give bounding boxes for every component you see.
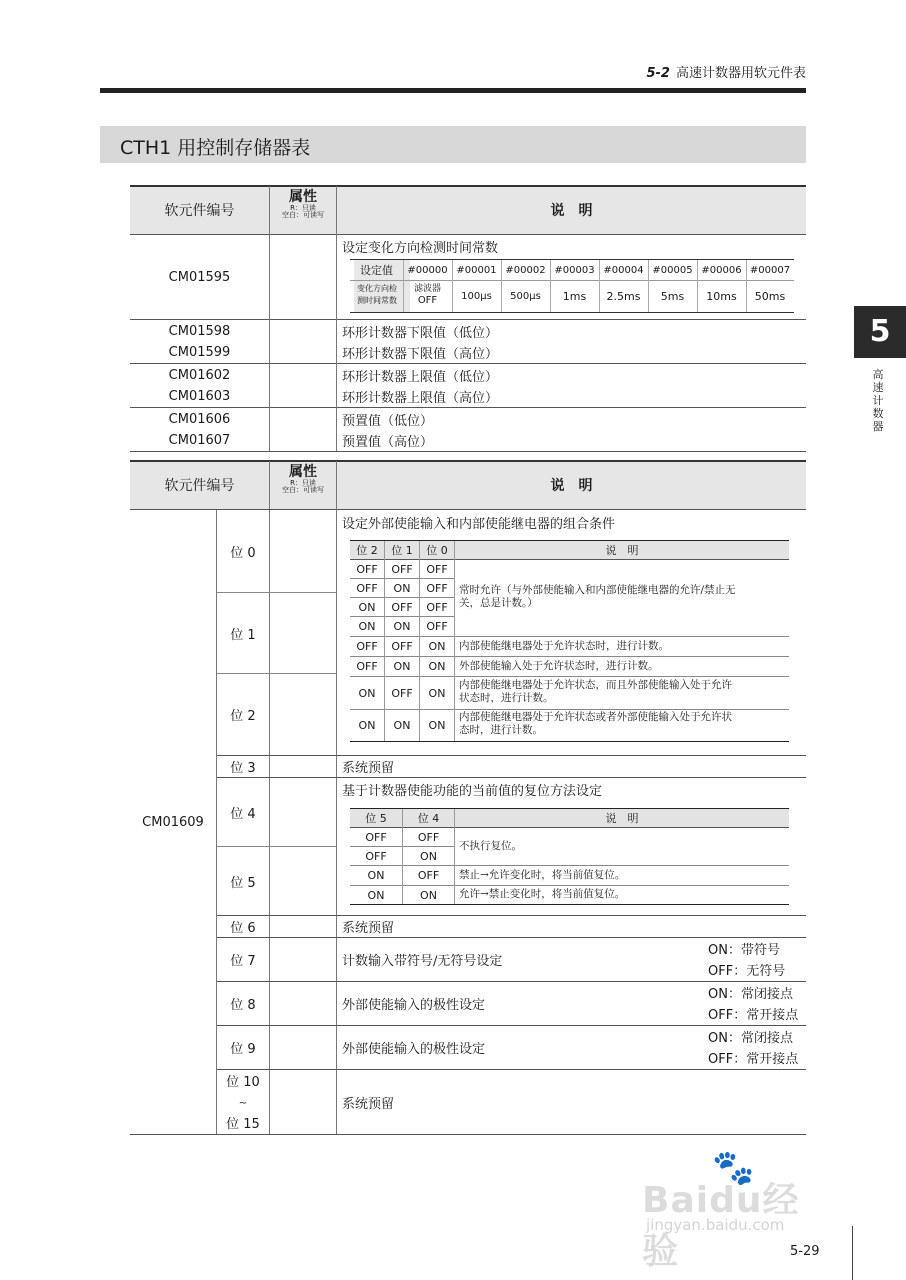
bit3-desc: 系统预留: [342, 761, 395, 776]
sub1-desc-8: 内部使能继电器处于允许状态或者外部使能输入处于允许状 态时，进行计数。: [459, 711, 732, 737]
bit8-values: ON：常闭接点 OFF：常开接点: [708, 987, 799, 1023]
sub1-r5-b2: OFF: [356, 640, 378, 653]
desc-cm01607: 预置值（高位）: [342, 435, 434, 450]
time-6: 10ms: [706, 289, 737, 303]
desc-cm01602: 环形计数器上限值（低位）: [342, 369, 499, 385]
setting-1: #00001: [456, 264, 497, 276]
sub2-desc-no-reset: 不执行复位。: [459, 839, 522, 852]
sub2-r1-b5: OFF: [365, 830, 387, 844]
desc-cm01603: 环形计数器上限值（高位）: [342, 391, 499, 406]
sub2-r2-b5: OFF: [365, 849, 387, 863]
sub1-r8-b0: ON: [428, 719, 446, 732]
sub2-r4-b4: ON: [420, 888, 437, 902]
time-7: 50ms: [754, 289, 786, 303]
time-5: 5ms: [660, 289, 685, 303]
time-constant-label: 变化方向检 测时间常数: [357, 284, 397, 305]
sub1-h-bit0: 位 0: [426, 544, 448, 557]
bit6-desc: 系统预留: [342, 921, 395, 936]
bit-1: 位 1: [230, 627, 256, 643]
bit-6: 位 6: [230, 921, 256, 936]
device-cm01603: CM01603: [168, 389, 231, 404]
setting-7: #00007: [749, 264, 791, 276]
chapter-tab[interactable]: 5: [854, 306, 906, 358]
desc-cm01606: 预置值（低位）: [342, 413, 434, 429]
sub1-desc-always: 常时允许（与外部使能输入和内部使能继电器的允许/禁止无 关，总是计数。）: [459, 584, 736, 610]
running-header: [646, 62, 806, 81]
sub1-desc-7: 内部使能继电器处于允许状态，而且外部使能输入处于允许 状态时，进行计数。: [459, 679, 732, 705]
sub1-r8-b1: ON: [393, 719, 411, 732]
setting-2: #00002: [505, 264, 546, 276]
sub1-h-bit1: 位 1: [391, 544, 413, 557]
sub1-r1-b2: OFF: [356, 562, 378, 576]
t2-col-attr-header: 属性 R：只读 空白：可读写: [282, 464, 324, 495]
device-cm01602: CM01602: [168, 367, 231, 383]
time-4: 2.5ms: [606, 289, 641, 303]
col-desc-header: 说 明: [550, 203, 593, 219]
sub1-r5-b1: OFF: [391, 640, 413, 653]
device-cm01595: CM01595: [168, 269, 231, 285]
bit-7: 位 7: [230, 954, 256, 969]
bit45-desc: 基于计数器使能功能的当前值的复位方法设定: [342, 784, 603, 799]
sub1-desc-6: 外部使能输入处于允许状态时，进行计数。: [459, 659, 659, 672]
sub1-r3-b0: OFF: [426, 600, 448, 614]
sub2-r3-b4: OFF: [417, 869, 440, 882]
page-edge-line: [852, 1226, 853, 1280]
sub1-r6-b1: ON: [393, 660, 411, 673]
chapter-tab-label: 高速计数器: [872, 368, 884, 433]
device-cm01599: CM01599: [168, 345, 231, 360]
sub2-r2-b4: ON: [420, 849, 437, 863]
bit02-desc: 设定外部使能输入和内部使能继电器的组合条件: [342, 517, 616, 532]
sub1-r4-b0: OFF: [426, 620, 448, 633]
bit9-values: ON：常闭接点 OFF：常开接点: [708, 1031, 799, 1067]
col-attr-header: [270, 190, 336, 219]
cm01595-desc: 设定变化方向检测时间常数: [342, 241, 499, 256]
device-cm01598: CM01598: [168, 323, 231, 339]
filter-off-cell: 滤波器 OFF: [413, 284, 441, 306]
header-rule: [100, 88, 806, 93]
sub1-h-desc: 说 明: [605, 544, 639, 557]
sub1-desc-5: 内部使能继电器处于允许状态时，进行计数。: [459, 639, 669, 652]
sub2-r1-b4: OFF: [417, 830, 440, 844]
sub1-r8-b2: ON: [358, 719, 376, 732]
section-number: 5-2: [646, 66, 670, 81]
bit-5: 位 5: [230, 875, 256, 891]
watermark-brand: Baidu经验: [642, 1180, 800, 1272]
time-2: 500μs: [510, 290, 541, 302]
page-number: 5-29: [790, 1244, 820, 1259]
sub1-r5-b0: ON: [428, 640, 446, 653]
sub1-r2-b2: OFF: [356, 581, 378, 595]
sub1-r4-b1: ON: [393, 620, 411, 633]
sub1-r1-b0: OFF: [426, 562, 448, 576]
bit-3: 位 3: [230, 761, 256, 776]
sub2-r3-b5: ON: [367, 869, 385, 882]
bit-2: 位 2: [230, 709, 256, 724]
sub1-r2-b0: OFF: [426, 581, 448, 595]
sub1-h-bit2: 位 2: [356, 544, 378, 557]
sub2-h-bit5: 位 5: [365, 812, 387, 825]
sub1-r3-b2: ON: [358, 600, 376, 614]
desc-cm01599: 环形计数器下限值（高位）: [342, 347, 499, 362]
bit9-desc: 外部使能输入的极性设定: [342, 1042, 486, 1057]
attr-blank-note: 空白：可读写: [282, 211, 324, 220]
attr-title: 属性: [289, 189, 317, 205]
bit8-desc: 外部使能输入的极性设定: [342, 998, 486, 1013]
device-cm01607: CM01607: [168, 433, 231, 448]
bit-4: 位 4: [230, 806, 256, 822]
sub2-h-bit4: 位 4: [417, 812, 440, 825]
t2-col-desc-header: 说 明: [550, 478, 593, 494]
time-1: 100μs: [461, 290, 492, 302]
sub1-r7-b2: ON: [358, 686, 376, 700]
setting-3: #00003: [554, 264, 595, 276]
setting-4: #00004: [603, 264, 644, 276]
sub1-r6-b0: ON: [428, 660, 446, 673]
attr-r-note: R：只读: [290, 203, 316, 212]
section-title: 高速计数器用软元件表: [675, 66, 806, 81]
watermark-url: jingyan.baidu.com: [646, 1216, 785, 1234]
sub1-r7-b0: ON: [428, 686, 446, 700]
time-3: 1ms: [562, 289, 587, 303]
t2-col-device-header: 软元件编号: [164, 478, 235, 494]
setting-0: #00000: [407, 264, 448, 276]
setting-value-label: 设定值: [360, 264, 393, 277]
title-bar: [100, 126, 806, 163]
bit-0: 位 0: [230, 545, 256, 561]
bit7-desc: 计数输入带符号/无符号设定: [342, 954, 503, 969]
paw-icon: 🐾: [712, 1148, 755, 1188]
sub2-desc-4: 允许→禁止变化时，将当前值复位。: [459, 888, 626, 901]
sub2-h-desc: 说 明: [605, 812, 639, 825]
setting-5: #00005: [652, 264, 693, 276]
device-cm01609: CM01609: [142, 814, 204, 830]
bit-8: 位 8: [230, 998, 256, 1013]
sub1-r1-b1: OFF: [391, 562, 413, 576]
bit7-values: ON：带符号 OFF：无符号: [708, 943, 786, 979]
bit1015-desc: 系统预留: [342, 1096, 395, 1112]
col-device-header: 软元件编号: [164, 203, 235, 219]
sub2-r4-b5: ON: [367, 888, 385, 902]
desc-cm01598: 环形计数器下限值（低位）: [342, 325, 499, 341]
sub1-r4-b2: ON: [358, 620, 376, 633]
bit-9: 位 9: [230, 1042, 256, 1057]
bit-10-15: 位 10 ~ 位 15: [226, 1075, 260, 1132]
sub1-r7-b1: OFF: [391, 686, 413, 700]
page-title: CTH1 用控制存储器表: [120, 137, 311, 159]
sub2-desc-3: 禁止→允许变化时，将当前值复位。: [459, 868, 626, 881]
device-cm01606: CM01606: [168, 411, 231, 427]
sub1-r3-b1: OFF: [391, 600, 413, 614]
setting-6: #00006: [701, 264, 742, 276]
sub1-r2-b1: ON: [393, 581, 411, 595]
sub1-r6-b2: OFF: [356, 660, 378, 673]
